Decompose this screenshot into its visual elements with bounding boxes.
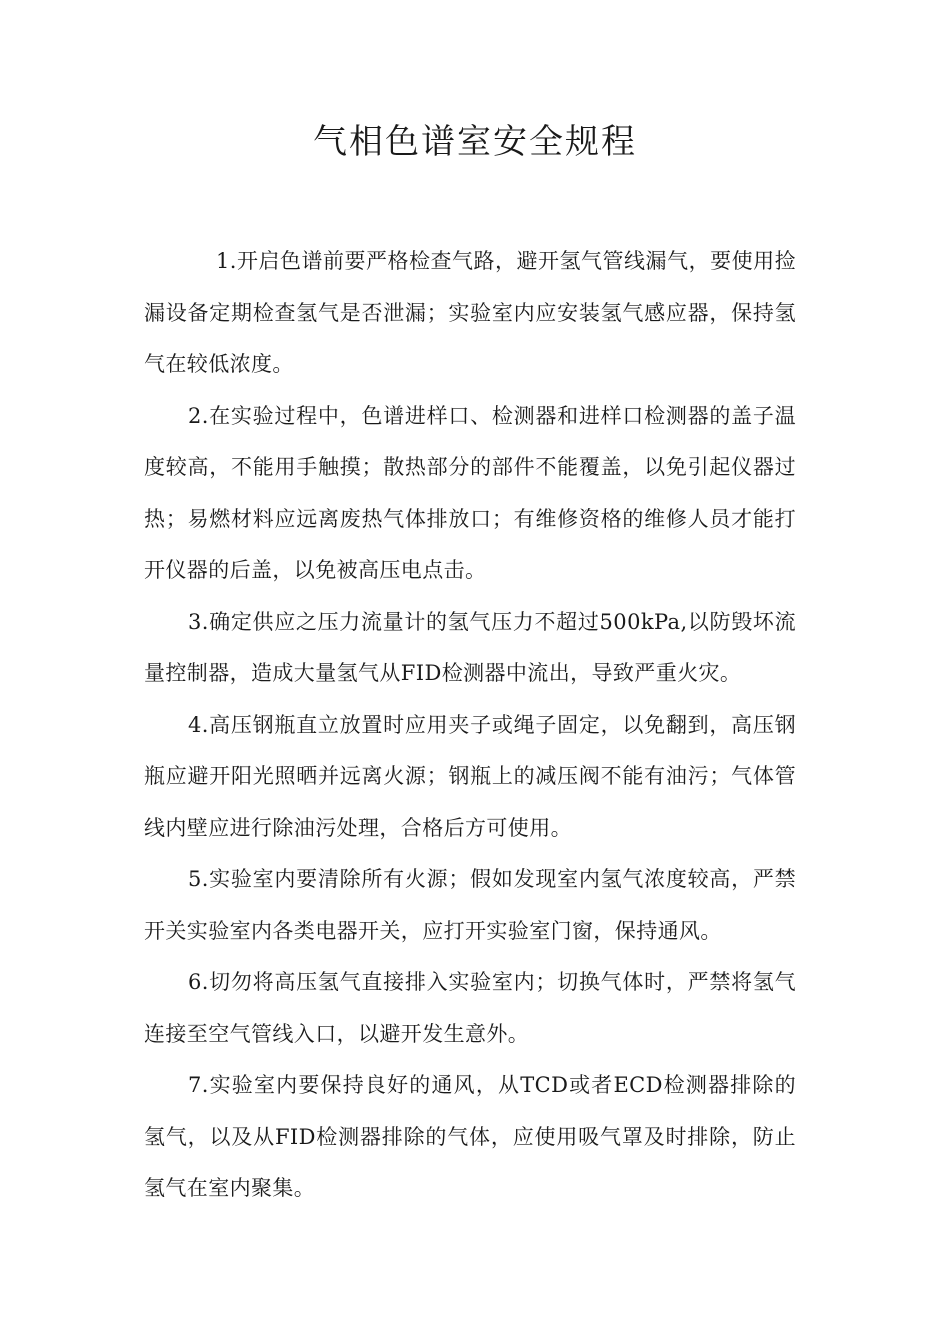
paragraph-1: 1.开启色谱前要严格检查气路，避开氢气管线漏气，要使用捡漏设备定期检查氢气是否泄漏；实验室内应安装氢气感应器，保持氢气在较低浓度。 (144, 249, 796, 376)
paragraph-7: 7.实验室内要保持良好的通风，从TCD或者ECD检测器排除的氢气，以及从FID检测器排除的气体，应使用吸气罩及时排除，防止氢气在室内聚集。 (144, 1073, 796, 1200)
paragraph-4: 4.高压钢瓶直立放置时应用夹子或绳子固定，以免翻到，高压钢瓶应避开阳光照晒并远离火源；钢瓶上的减压阀不能有油污；气体管线内壁应进行除油污处理，合格后方可使用。 (144, 712, 796, 840)
paragraph-5: 5.实验室内要清除所有火源；假如发现室内氢气浓度较高，严禁开关实验室内各类电器开关，应打开实验室门窗，保持通风。 (144, 867, 796, 943)
document-title: 气相色谱室安全规程 (313, 122, 637, 162)
paragraph-2: 2.在实验过程中，色谱进样口、检测器和进样口检测器的盖子温度较高，不能用手触摸；散热部分的部件不能覆盖，以免引起仪器过热；易燃材料应远离废热气体排放口；有维修资格的维修人员才能打开仪器的后盖，以免被高压电点击。 (144, 403, 796, 582)
document-body (144, 236, 796, 1215)
paragraph-3: 3.确定供应之压力流量计的氢气压力不超过500kPa,以防毁坏流量控制器，造成大量氢气从FID检测器中流出，导致严重火灾。 (144, 609, 796, 685)
paragraph-6: 6.切勿将高压氢气直接排入实验室内；切换气体时，严禁将氢气连接至空气管线入口，以避开发生意外。 (144, 970, 796, 1046)
